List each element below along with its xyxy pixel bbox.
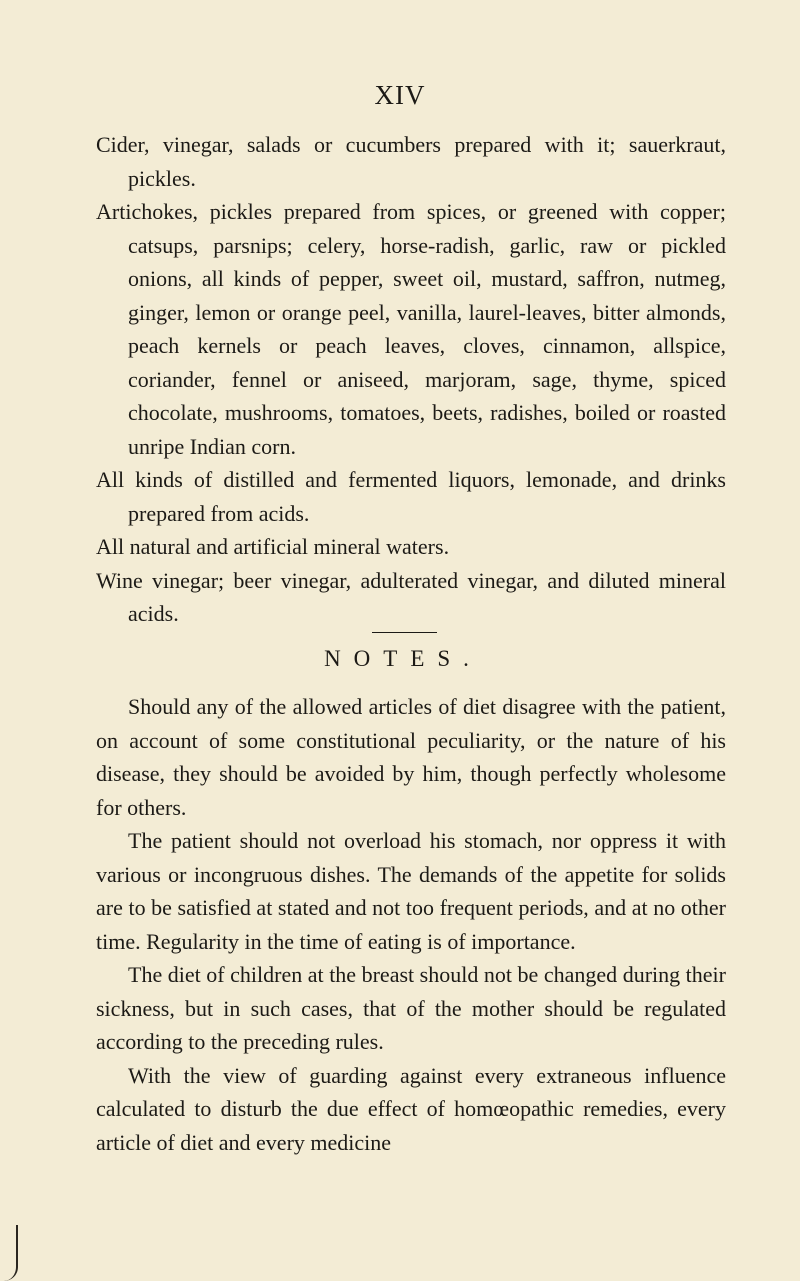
page-number: XIV xyxy=(374,80,426,110)
notes-section xyxy=(96,690,726,1159)
page-edge-mark xyxy=(4,1225,18,1281)
note-paragraph-2: The patient should not overload his stomach, nor oppress it with various or incongruous dishes. The demands of the appetite for solids are to be satisfied at stated and not too frequent periods, and at no other time. Regularity in the time of eating is of importance. xyxy=(96,828,726,954)
section-divider xyxy=(372,632,437,633)
list-entry-mineral-waters: All natural and artificial mineral waters. xyxy=(96,534,450,559)
list-entry-wine-vinegar: Wine vinegar; beer vinegar, adulterated vinegar, and diluted mineral acids. xyxy=(96,567,726,626)
note-paragraph-1: Should any of the allowed articles of diet disagree with the patient, on account of some constitutional peculiarity, or the nature of his disease, they should be avoided by him, though perfectly wholesome for others. xyxy=(96,694,726,820)
list-entry-artichokes: Artichokes, pickles prepared from spices, or greened with copper; catsups, parsnips; celery, horse-radish, garlic, raw or pickled onions, all kinds of pepper, sweet oil, mustard, saffron, nutmeg, ginger, lemon or orange peel, vanilla, laurel-leaves, bitter almonds, peach kernels or peach leaves, cloves, cinnamon, allspice, coriander, fennel or aniseed, marjoram, sage, thyme, spiced chocolate, mushrooms, tomatoes, beets, radishes, boiled or roasted unripe Indian corn. xyxy=(96,199,726,459)
forbidden-items-list xyxy=(96,128,726,631)
note-paragraph-4: With the view of guarding against every extraneous influence calculated to disturb the due effect of homœopathic remedies, every article of diet and every medicine xyxy=(96,1062,726,1155)
list-entry-cider: Cider, vinegar, salads or cucumbers prepared with it; sauerkraut, pickles. xyxy=(96,132,726,191)
note-paragraph-3: The diet of children at the breast should not be changed during their sickness, but in such cases, that of the mother should be regulated according to the preceding rules. xyxy=(96,962,726,1054)
list-entry-liquors: All kinds of distilled and fermented liquors, lemonade, and drinks prepared from acids. xyxy=(96,467,726,526)
notes-heading: NOTES. xyxy=(324,646,482,671)
